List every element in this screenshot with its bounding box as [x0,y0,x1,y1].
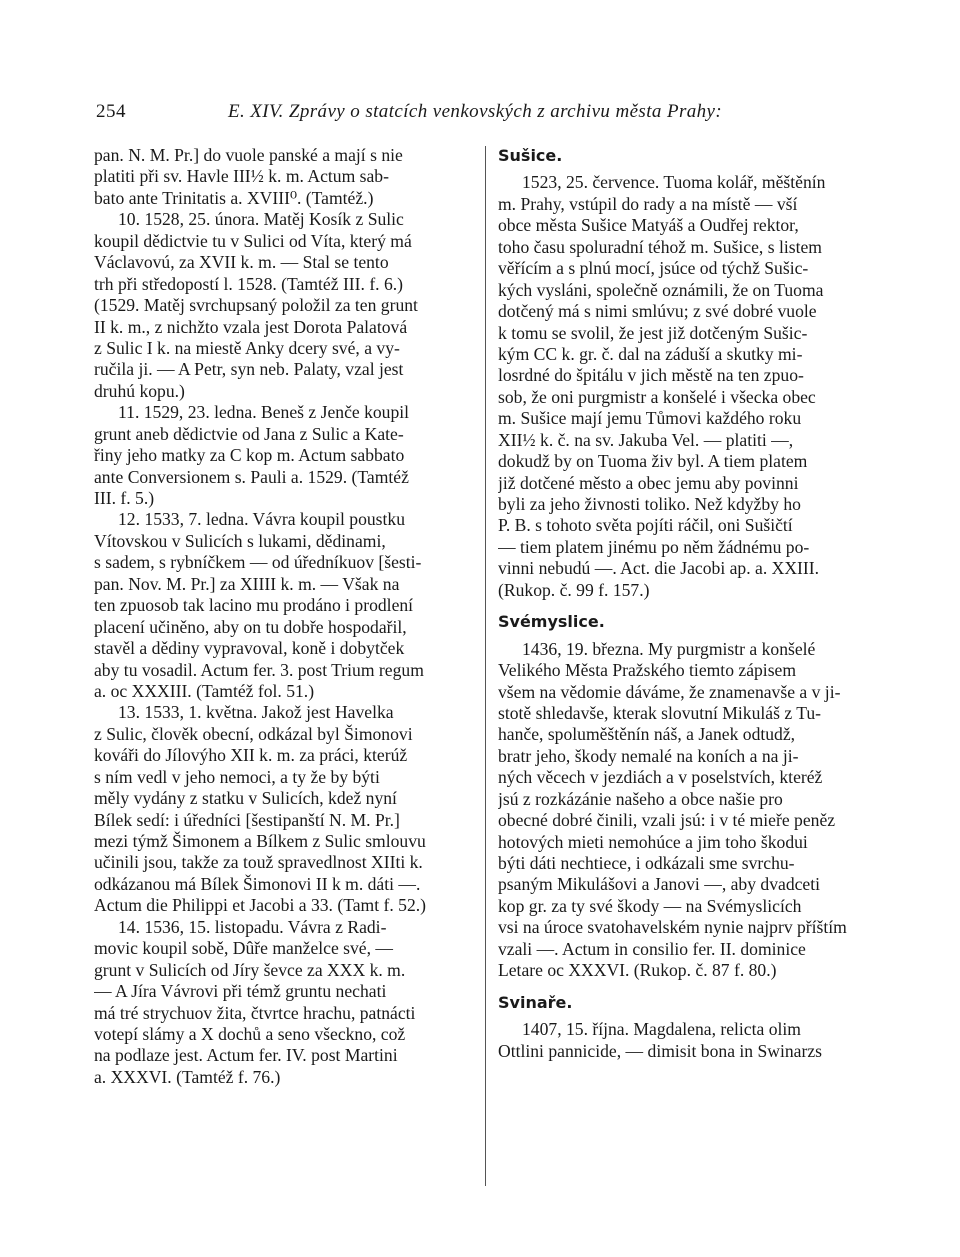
text-line: Letare oc XXXVI. (Rukop. č. 87 f. 80.) [498,960,777,981]
spacer [498,601,874,611]
section-heading-svemyslice: Svémyslice. [498,612,605,632]
text-line: P. B. s tohoto světa pojíti ráčil, oni Sušičtí [498,515,793,536]
text-line: III. f. 5.) [94,488,155,508]
text-line: druhú kopu.) [94,380,185,401]
text-line: Actum die Philippi et Jacobi a 33. (Tamt f. 52.) [94,895,427,916]
text-line: mezi týmž Šimonem a Bílkem z Sulic smlouvu [94,831,426,851]
text-line: kým CC k. gr. č. dal na záduší a skutky mi- [498,343,803,364]
running-head [96,101,866,127]
text-line: 13. 1533, 1. května. Jakož jest Havelka [118,702,394,723]
text-line: toho času spoluradní téhož m. Sušice, s listem [498,236,822,257]
text-line: vzali —. Actum in consilio fer. II. dominice [498,938,806,959]
section-body-susice [498,172,874,601]
text-line: obce města Sušice Matyáš a Oudřej rektor, [498,215,799,236]
text-line: hotových mieti nemohúce a jim toho škodui [498,831,808,852]
text-line: 14. 1536, 15. listopadu. Vávra z Radi- [118,916,387,937]
text-line: losrdné do špitálu v jich městě na ten zpuo- [498,365,804,386]
running-title: E. XIV. Zprávy o statcích venkovských z archivu města Prahy: [228,101,723,122]
text-line: odkázanou má Bílek Šimonovi II k m. dáti —. [94,873,421,894]
text-line: jsú z rozkázánie našeho a obce našie pro [498,788,783,809]
text-line: m. Prahy, vstúpil do rady a na místě — vší [498,193,798,214]
text-line: k tomu se svolil, že jest již dotčeným Sušic- [498,322,808,343]
text-line: měly vydány z statku v Sulicích, kdež nyní [94,788,397,809]
spacer [498,982,874,992]
text-line: (Rukop. č. 99 f. 157.) [498,579,650,600]
text-line: 11. 1529, 23. ledna. Beneš z Jenče koupil [118,402,410,423]
text-line: ručila ji. — A Petr, syn neb. Palaty, vzal jest [94,359,404,380]
page-number: 254 [96,101,126,122]
text-line: bato ante Trinitatis a. XVIII⁰. (Tamtéž.) [94,187,374,208]
text-line: z Sulic, člověk obecní, odkázal byl Šimonovi [94,723,413,744]
text-line: řiny jeho matky za C kop m. Actum sabbato [94,445,405,466]
text-line: platiti při sv. Havle III½ k. m. Actum sab- [94,166,389,187]
text-line: všem na vědomie dáváme, že znamenavše a v ji- [498,681,841,702]
text-line: s sadem, s rybníčkem — od úředníkuov [šesti- [94,552,422,573]
text-line: — tiem platem jinému po něm žádnému po- [498,536,810,557]
text-line: vsi na úroce svatohavelském nynie najprv příštím [498,917,847,938]
text-line: stotě shledavše, kterak slovutní Mikuláš z Tu- [498,702,822,723]
text-line: Ottlini pannicide, — dimisit bona in Swinarzs [498,1040,822,1061]
text-line: 10. 1528, 25. února. Matěj Kosík z Sulic [118,209,404,230]
left-column [94,145,474,1088]
text-line: a. oc XXXIII. (Tamtéž fol. 51.) [94,680,315,701]
text-line: 1523, 25. července. Tuoma kolář, měštěnín [522,172,826,193]
text-line: psaným Mikulášovi a Janovi —, aby dvadceti [498,874,821,895]
text-line: XII½ k. č. na sv. Jakuba Vel. — platiti —, [498,429,794,450]
text-line: Václavovú, za XVII k. m. — Stal se tento [94,252,389,273]
text-line: Velikého Města Pražského tiemto zápisem [498,660,797,681]
text-line: movic koupil sobě, Dûře manželce své, — [94,938,394,959]
text-line: — A Jíra Vávrovi při témž gruntu nechati [94,981,387,1002]
text-line: obecné dobré činili, vzali jsú: i v té mieře peněz [498,810,836,831]
section-heading-susice: Sušice. [498,146,563,165]
text-line: votepí slámy a X dochů a seno všecknо, což [94,1023,406,1044]
text-line: placení učiněno, aby on tu dobře hospodařil, [94,616,407,637]
text-line: (1529. Matěj svrchupsaný položil za ten grunt [94,295,418,316]
text-line: grunt v Sulicích od Jíry ševce za XXX k. m. [94,959,406,980]
text-line: již dotčené město a obec jemu aby povinni [498,472,799,493]
text-line: trh při středopostí l. 1528. (Tamtéž III. f. 6.) [94,273,404,294]
text-line: 1407, 15. října. Magdalena, relicta olim [522,1019,801,1040]
text-line: má tré strychuov žita, čtvrtce hrachu, patnácti [94,1002,416,1023]
text-line: 1436, 19. března. My purgmistr a konšelé [522,638,816,659]
text-line: aby tu vosadil. Actum fer. 3. post Trium regum [94,659,424,680]
text-line: pan. N. M. Pr.] do vuole panské a mají s nie [94,145,403,165]
text-line: s ním vedl v jeho nemoci, a ty že by býti [94,766,380,787]
text-line: a. XXXVI. (Tamtéž f. 76.) [94,1066,281,1087]
text-line: ných věcech v jezdiách a v poselstvích, kteréž [498,767,823,788]
right-column [498,145,874,1062]
text-line: hanče, spoluměštěnín náš, a Janek odtudž, [498,724,796,745]
text-line: na podlaze jest. Actum fer. IV. post Martini [94,1045,398,1066]
text-line: stavěl a dědiny vypravoval, koně i dobytček [94,638,405,659]
text-line: vinni nebudú —. Act. die Jacobi ap. a. XXIII. [498,558,820,579]
text-line: ten zpuosob tak lacino mu prodáno i prodlení [94,595,414,616]
text-line: učinili jsou, takže za touž spravedlnost XIIti k. [94,852,423,873]
text-line: grunt aneb dědictvie od Jana z Sulic a Kate- [94,423,404,444]
text-line: bratr jeho, škody nemalé na koních a na ji- [498,745,799,766]
text-line: ante Conversionem s. Pauli a. 1529. (Tamtéž [94,466,409,487]
text-line: věřícím a s plnú mocí, jsúce od týchž Sušic- [498,258,809,279]
text-line: dotčený má s nimi smlúvu; z své dobré vuole [498,301,817,322]
text-line: Vítovskou v Sulicích s lukami, dědinami, [94,530,386,551]
section-heading-svinare: Svinaře. [498,992,573,1012]
text-line: dokudž by on Tuoma živ byl. A tiem platem [498,451,808,472]
text-line: byli za jeho živnosti toliko. Než kdyžby ho [498,494,801,514]
text-line: kováři do Jílovýho XII k. m. za práci, kterúž [94,745,408,766]
text-line: pan. Nov. M. Pr.] za XIIII k. m. — Však na [94,573,400,594]
text-line: kop gr. za ty své škody — na Svémyslicích [498,895,802,916]
text-line: býti dáti nechtiece, i odkázali sme svrchu- [498,853,795,873]
text-line: sob, že oni purgmistr a konšelé i všecka obec [498,386,816,407]
text-line: II k. m., z nichžto vzala jest Dorota Palatová [94,316,408,337]
text-line: z Sulic I k. na miestě Anky dcery své, a vy- [94,337,400,358]
text-line: Bílek sedí: i úředníci [šestipanští N. M. Pr.] [94,809,400,830]
section-body-svinare [498,1019,874,1062]
section-body-svemyslice [498,639,874,982]
text-line: koupil dědictvie tu v Sulici od Víta, který má [94,230,412,251]
column-divider [485,146,486,1186]
text-line: m. Sušice mají jemu Tůmovi každého roku [498,408,802,429]
text-line: 12. 1533, 7. ledna. Vávra koupil poustku [118,509,406,530]
text-line: kých vysláni, společně oznámili, že on Tuoma [498,279,824,300]
